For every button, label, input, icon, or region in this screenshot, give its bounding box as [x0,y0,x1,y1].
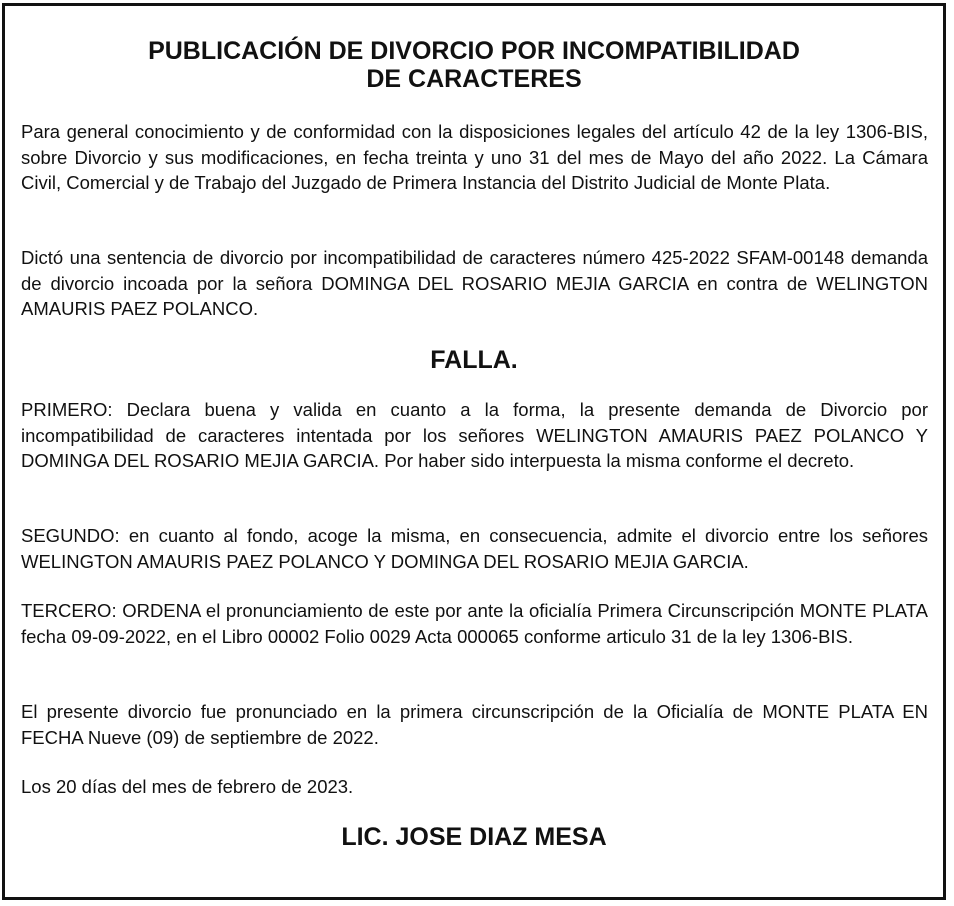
paragraph-primero: PRIMERO: Declara buena y valida en cuanto a la forma, la presente demanda de Divorcio por incompatibilidad de caracteres intentada por los señores WELINGTON AMAURIS PAEZ POLANCO Y DOMINGA DEL ROSARIO MEJIA GARCIA. Por haber sido interpuesta la misma conforme el decreto. [21,399,928,471]
paragraph-intro: Para general conocimiento y de conformidad con la disposiciones legales del artículo 42 de la ley 1306-BIS, sobre Divorcio y sus modificaciones, en fecha treinta y uno 31 del mes de Mayo del año 2022. La Cámara Civil, Comercial y de Trabajo del Juzgado de Primera Instancia del Distrito Judicial de Monte Plata. [21,121,928,193]
paragraph-sentence: Dictó una sentencia de divorcio por incompatibilidad de caracteres número 425-2022 SFAM-00148 demanda de divorcio incoada por la señora DOMINGA DEL ROSARIO MEJIA GARCIA en contra de WELINGTON AMAURIS PAEZ POLANCO. [21,247,928,319]
paragraph-pronunciado: El presente divorcio fue pronunciado en la primera circunscripción de la Oficialía de MONTE PLATA EN FECHA Nueve (09) de septiembre de 2022. [21,701,928,748]
signature: LIC. JOSE DIAZ MESA [341,823,607,851]
paragraph-tercero: TERCERO: ORDENA el pronunciamiento de este por ante la oficialía Primera Circunscripción MONTE PLATA fecha 09-09-2022, en el Libro 00002 Folio 0029 Acta 000065 conforme articulo 31 de la ley 1306-BIS. [21,600,928,647]
notice-frame [2,3,946,900]
paragraph-segundo: SEGUNDO: en cuanto al fondo, acoge la misma, en consecuencia, admite el divorcio entre los señores WELINGTON AMAURIS PAEZ POLANCO Y DOMINGA DEL ROSARIO MEJIA GARCIA. [21,525,928,572]
notice-title-line2: DE CARACTERES [366,65,582,93]
paragraph-fecha: Los 20 días del mes de febrero de 2023. [21,776,354,797]
notice-title [5,37,943,93]
falla-heading: FALLA. [430,346,518,374]
notice-title-line1: PUBLICACIÓN DE DIVORCIO POR INCOMPATIBILIDAD [148,37,800,65]
